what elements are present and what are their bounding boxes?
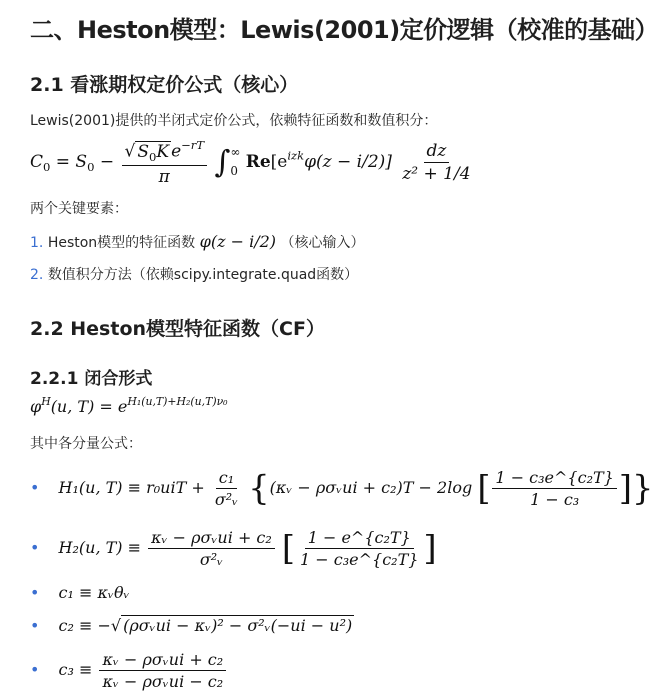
bullet-icon: • bbox=[30, 583, 40, 602]
characteristic-function-formula: $\varphi^H(u$, $T) = e^{H_1(u,T)+H_2(u,T)\nu_0}$ bbox=[30, 395, 228, 417]
h1-formula: H₁(u, T) ≡ r₀uiT + $\frac{\text{c₁}}{\text{σ²ᵥ}}$ {(κᵥ − ρσᵥui + c₂)T − 2log [ $\frac{\text{1 − c₃e\textasciicircum{}\{c₂T\}}}{\text{1 − c₃}}$ ]} bbox=[58, 468, 654, 509]
bullet-icon: • bbox=[30, 660, 40, 679]
intro-paragraph: Lewis(2001)提供的半闭式定价公式，依赖特征函数和数值积分： bbox=[30, 113, 438, 129]
list-item: 1. Heston模型的特征函数 φ(z − i/2) （核心输入） bbox=[30, 232, 365, 251]
h2-formula: H₂(u, T) ≡ $\frac{\text{κᵥ − ρσᵥui + c₂}}{\text{σ²ᵥ}}$ [ $\frac{\text{1 − e\textasciicircum{}\{c₂T\}}}{\text{1 − c₃e\textasciicircum{}\{c₂T\}}}$ ] bbox=[58, 528, 437, 569]
section-heading-2-2: 2.2 Heston模型特征函数（CF） bbox=[30, 318, 325, 340]
list-item bbox=[30, 650, 228, 691]
list-number: 1. bbox=[30, 235, 44, 251]
list-item: 2. 数值积分方法（依赖scipy.integrate.quad函数） bbox=[30, 267, 359, 283]
list-item bbox=[30, 615, 354, 635]
bullet-icon: • bbox=[30, 616, 40, 635]
list-item bbox=[30, 583, 130, 602]
section-heading-2-1: 2.1 看涨期权定价公式（核心） bbox=[30, 74, 299, 96]
components-paragraph: 其中各分量公式： bbox=[30, 436, 142, 452]
c1-formula: c₁ ≡ κᵥθᵥ bbox=[58, 583, 130, 602]
list-number: 2. bbox=[30, 267, 44, 283]
bullet-icon: • bbox=[30, 538, 40, 557]
page-title: 二、Heston模型：Lewis(2001)定价逻辑（校准的基础） bbox=[30, 16, 658, 44]
call-price-formula: $C_0 = S_0$ − $\frac{√ S_0K e^{-rT}}{\pi}$ ∫ ∞ 0 $Re[e^{izk}\varphi(z - i/2)]$ $\frac{dz}{\text{z² + 1/4}}$ bbox=[30, 138, 471, 187]
key-elements-paragraph: 两个关键要素： bbox=[30, 201, 128, 217]
list-item bbox=[30, 528, 437, 569]
list-item bbox=[30, 468, 653, 509]
c2-formula: c₂ ≡ −√ (ρσᵥui − κᵥ)² − σ²ᵥ(−ui − u²) bbox=[58, 616, 353, 635]
c3-formula: c₃ ≡ $\frac{\text{κᵥ − ρσᵥui + c₂}}{\text{κᵥ − ρσᵥui − c₂}}$ bbox=[59, 660, 229, 679]
section-heading-2-2-1: 2.2.1 闭合形式 bbox=[30, 369, 153, 389]
bullet-icon: • bbox=[30, 478, 40, 497]
